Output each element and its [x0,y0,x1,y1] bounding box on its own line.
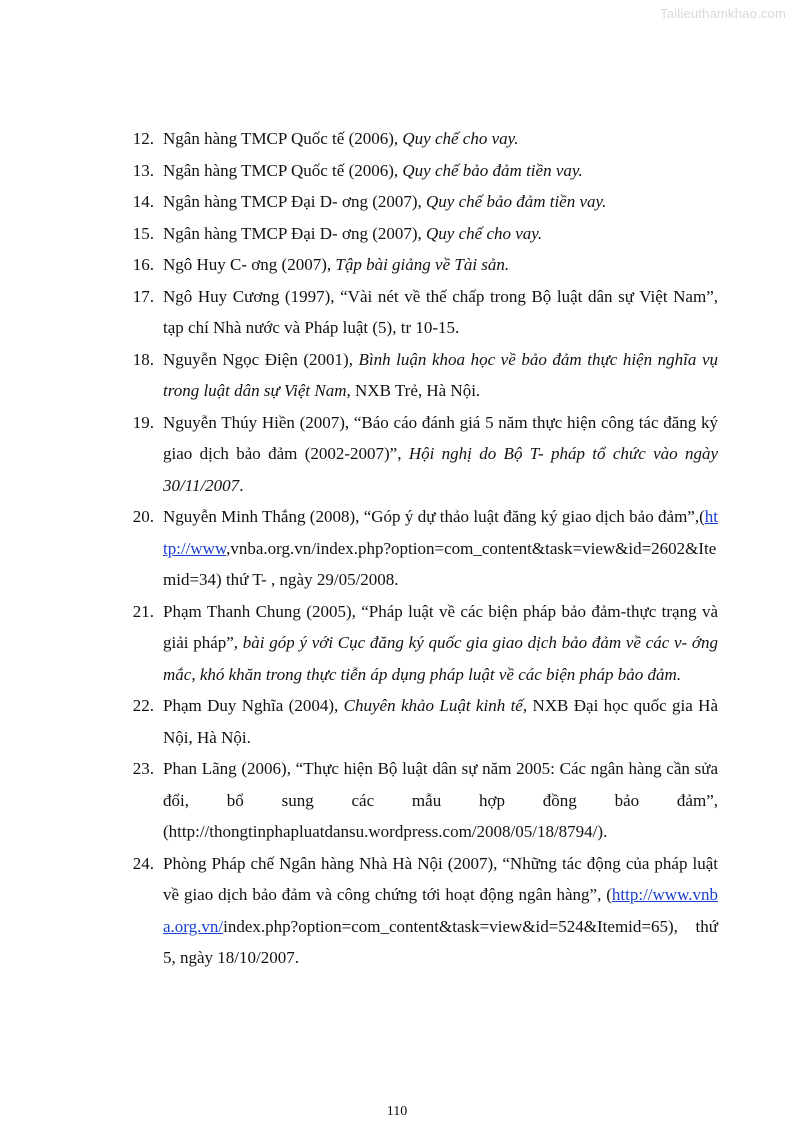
reference-text-tail: NXB Đại học quốc gia Hà Nội, Hà Nội. [163,696,718,747]
reference-text: Nguyễn Thúy Hiền (2007), “Báo cáo đánh giá 5 năm thực hiện công tác đăng ký giao dịch bảo đảm (2002-2007)”, [163,412,718,463]
reference-item [120,249,718,281]
reference-text: Phạm Duy Nghĩa (2004), [163,696,344,715]
reference-number: 14. [132,192,154,211]
reference-item [120,218,718,250]
reference-text: Phan Lãng (2006), “Thực hiện Bộ luật dân sự năm 2005: Các ngân hàng cần sửa đổi, bổ sung các mẫu hợp đồng bảo đảm”, (http://thongtinphapluatdansu.wordpress.com/2008/05/18/8794/). [163,759,718,841]
reference-item [120,407,718,502]
reference-title: Quy chế cho vay. [402,129,519,148]
page-number: 110 [386,1104,408,1119]
reference-text: Ngô Huy C- ơng (2007), [163,255,336,274]
reference-item [120,848,718,974]
reference-link[interactable]: http://www.vnba.org.vn/ [163,885,718,936]
reference-number: 13. [132,160,154,180]
reference-title: Bình luận khoa học về bảo đảm thực hiện nghĩa vụ trong luật dân sự Việt Nam, [163,349,718,400]
reference-number: 22. [132,696,154,715]
reference-number: 16. [132,255,154,274]
reference-item [120,753,718,848]
reference-number: 21. [132,601,154,621]
reference-link[interactable]: http://www [163,507,718,558]
reference-text: Ngân hàng TMCP Đại D- ơng (2007), [163,223,427,243]
reference-number: 20. [132,507,154,526]
reference-text-tail: index.php?option=com_content&task=view&id=524&Itemid=65), thứ 5, ngày 18/10/2007. [163,916,718,967]
reference-item [120,123,718,155]
reference-text: Ngân hàng TMCP Quốc tế (2006), [163,160,403,180]
reference-text: Ngân hàng TMCP Đại D- ơng (2007), [163,192,427,211]
reference-item [120,501,718,596]
reference-text-tail: NXB Trẻ, Hà Nội. [350,381,481,400]
reference-item [120,281,718,344]
reference-text: Phòng Pháp chế Ngân hàng Nhà Hà Nội (2007), “Những tác động của pháp luật về giao dịch bảo đảm và công chứng tới hoạt động ngân hàng”, ( [163,853,718,904]
reference-title: Chuyên khảo Luật kinh tế, [343,696,528,715]
reference-number: 12. [132,129,154,148]
reference-title: Hội nghị do Bộ T- pháp tổ chức vào ngày 30/11/2007 [163,444,718,495]
reference-list [120,123,718,974]
reference-title: Tập bài giảng về Tài sản. [335,255,510,274]
reference-title: Quy chế bảo đảm tiền vay. [426,192,607,211]
reference-text: Nguyễn Minh Thắng (2008), “Góp ý dự thảo luật đăng ký giao dịch bảo đảm”,( [163,507,705,526]
reference-number: 17. [132,286,154,306]
watermark: Tailieuthamkhao.com [660,6,786,21]
reference-number: 18. [132,349,154,369]
reference-text: Nguyễn Ngọc Điện (2001), [163,349,359,369]
reference-text-tail: ,vnba.org.vn/index.php?option=com_content&task=view&id=2602&Itemid=34) thứ T- , ngày 29/05/2008. [163,538,717,589]
reference-item [120,690,718,753]
reference-text: Ngô Huy Cương (1997), “Vài nét về thế chấp trong Bộ luật dân sự Việt Nam”, tạp chí Nhà nước và Pháp luật (5), tr 10-15. [163,286,718,337]
reference-number: 15. [132,223,154,243]
reference-title: bài góp ý với Cục đăng ký quốc gia giao dịch bảo đảm về các v- ớng mắc, khó khăn trong thực tiễn áp dụng pháp luật về các biện pháp bảo đảm. [163,633,718,684]
reference-number: 24. [132,853,154,873]
reference-item [120,186,718,218]
reference-item [120,596,718,691]
reference-number: 23. [132,759,154,778]
reference-title: Quy chế cho vay. [426,223,543,243]
reference-text: Ngân hàng TMCP Quốc tế (2006), [163,129,403,148]
reference-text-tail: . [239,475,244,495]
reference-title: Quy chế bảo đảm tiền vay. [402,160,583,180]
reference-item [120,344,718,407]
reference-item [120,155,718,187]
reference-text: Phạm Thanh Chung (2005), “Pháp luật về các biện pháp bảo đảm-thực trạng và giải pháp”, [163,601,718,652]
reference-number: 19. [132,412,154,432]
